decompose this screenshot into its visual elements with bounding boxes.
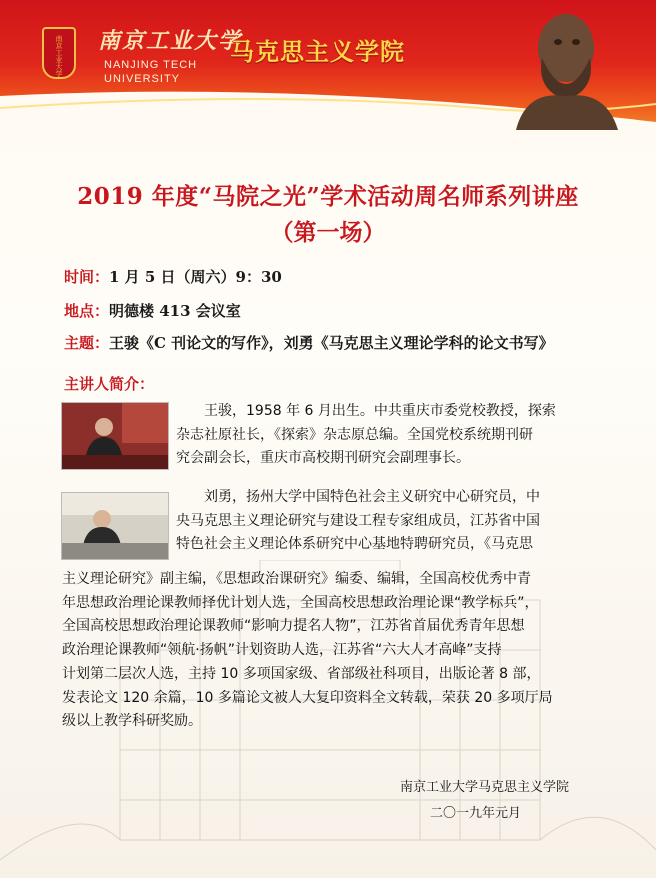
topic-row <box>64 332 554 353</box>
bio-line: 央马克思主义理论研究与建设工程专家组成员，江苏省中国 <box>176 512 540 529</box>
topic-value: 王骏《C 刊论文的写作》，刘勇《马克思主义理论学科的论文书写》 <box>109 334 554 352</box>
marx-bust-image <box>506 0 626 130</box>
speaker-liu-bio-part2 <box>62 568 606 734</box>
place-value: 明德楼 413 会议室 <box>109 302 241 320</box>
bio-line: 计划第二层次人选，主持 10 多项国家级、省部级社科项目，出版论著 8 部， <box>62 665 541 682</box>
speaker-liu-bio-part1 <box>176 486 604 557</box>
bio-line: 杂志社原社长，《探索》杂志原总编。全国党校系统期刊研 <box>176 426 533 443</box>
bio-line: 发表论文 120 余篇，10 多篇论文被人大复印资料全文转载，荣获 20 多项厅局 <box>62 689 553 706</box>
footer-organizer: 南京工业大学马克思主义学院 <box>400 780 570 795</box>
footer-date: 二〇一九年元月 <box>430 806 522 821</box>
badge-text: 南京工业大学 <box>55 35 63 77</box>
speaker-wang-photo <box>62 403 168 469</box>
college-name: 马克思主义学院 <box>230 38 405 66</box>
header-banner <box>0 0 656 140</box>
bio-line: 政治理论课教师“领航·扬帆”计划资助人选，江苏省“六大人才高峰”支持 <box>62 642 502 659</box>
speaker-liu-photo <box>62 493 168 559</box>
poster-subtitle: （第一场） <box>270 219 386 246</box>
bio-line: 王骏，1958 年 6 月出生。中共重庆市委党校教授，探索 <box>176 403 556 419</box>
school-name-cn: 南京工业大学 <box>98 28 243 54</box>
school-name-en-line2: UNIVERSITY <box>104 73 181 85</box>
topic-label: 主题： <box>64 334 110 352</box>
bio-line: 刘勇，扬州大学中国特色社会主义研究中心研究员，中 <box>176 489 540 505</box>
bio-line: 主义理论研究》副主编，《思想政治课研究》编委、编辑，全国高校优秀中青 <box>62 571 531 587</box>
bio-line: 全国高校思想政治理论课教师“影响力提名人物”，江苏省首届优秀青年思想 <box>62 618 525 635</box>
poster-title: 2019 年度“马院之光”学术活动周名师系列讲座 <box>77 183 579 210</box>
time-row <box>64 266 282 287</box>
speaker-wang-bio <box>176 400 604 471</box>
time-label: 时间： <box>64 268 110 286</box>
bio-line: 究会副会长，重庆市高校期刊研究会副理事长。 <box>176 450 470 467</box>
bio-line: 年思想政治理论课教师择优计划人选，全国高校思想政治理论课“教学标兵”， <box>62 594 539 611</box>
speaker-intro-heading: 主讲人简介： <box>64 375 155 393</box>
bio-line: 级以上教学科研奖励。 <box>62 713 202 730</box>
bio-line: 特色社会主义理论体系研究中心基地特聘研究员，《马克思 <box>176 536 533 553</box>
time-value: 1 月 5 日（周六）9：30 <box>109 268 282 286</box>
place-label: 地点： <box>64 302 110 320</box>
place-row <box>64 300 241 321</box>
university-logo-icon <box>42 27 76 79</box>
school-name-en-line1: NANJING TECH <box>104 59 198 71</box>
